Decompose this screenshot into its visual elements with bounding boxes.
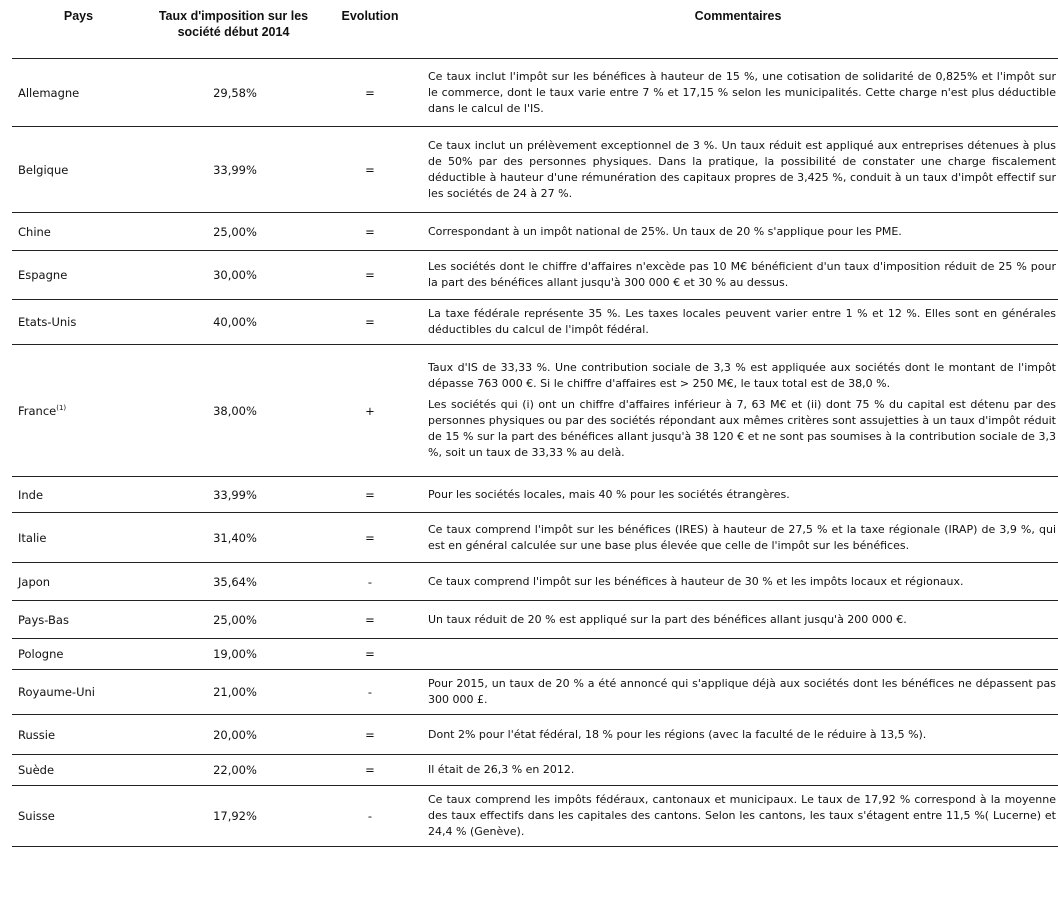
tax-rate-cell: 33,99%: [213, 162, 257, 177]
evolution-cell: =: [365, 268, 375, 282]
country-cell: [12, 251, 145, 300]
header-rate-label: Taux d'imposition sur les société début 2014: [158, 9, 309, 39]
country-cell: [12, 670, 145, 715]
comment-paragraph: Pour les sociétés locales, mais 40 % pour les sociétés étrangères.: [428, 487, 790, 501]
country-name: Chine: [18, 224, 51, 239]
comment-cell: [418, 639, 1058, 670]
country-cell: [12, 755, 145, 786]
evolution-cell: =: [365, 612, 375, 627]
tax-rate-cell: 25,00%: [213, 224, 257, 239]
comment-paragraph: Ce taux inclut un prélèvement exceptionnel de 3 %. Un taux réduit est appliqué aux entreprises détenues à plus de 50% par des personnes physiques. Dans la pratique, la possibilité de constater une charge fiscalement déductible à hauteur d'une rémunération des capitaux propres de 3,425 %, conduit à un taux d'impôt effectif sur les sociétés de 24 à 27 %.: [428, 138, 1056, 200]
evolution-cell: =: [365, 530, 375, 545]
table-row: [12, 639, 1058, 670]
country-cell: [12, 59, 145, 127]
tax-rate-cell: 19,00%: [213, 647, 257, 661]
table-row: [12, 563, 1058, 601]
country-cell: [12, 345, 145, 477]
comment-cell: [418, 670, 1058, 715]
country-name: France: [18, 403, 57, 418]
tax-rate-cell: 40,00%: [213, 315, 257, 329]
comment-cell: [418, 300, 1058, 345]
comment-paragraph: Il était de 26,3 % en 2012.: [428, 763, 575, 776]
tax-rate-cell: 17,92%: [213, 809, 257, 823]
country-cell: [12, 786, 145, 847]
country-name: Inde: [18, 487, 44, 502]
country-name: Allemagne: [18, 85, 80, 100]
comment-paragraph: Taux d'IS de 33,33 %. Une contribution sociale de 3,3 % est appliquée aux sociétés dont le montant de l'impôt dépasse 763 000 €. Si le chiffre d'affaires est > 250 M€, le taux total est de 38,0 %.: [428, 361, 1056, 390]
table-header-row: [12, 0, 1058, 59]
table-row: [12, 59, 1058, 127]
table-row: [12, 251, 1058, 300]
header-evolution: Evolution: [341, 9, 399, 23]
header-rate: [145, 0, 322, 59]
table-row: [12, 477, 1058, 513]
country-name: Japon: [18, 574, 51, 589]
comment-paragraph: Les sociétés dont le chiffre d'affaires n'excède pas 10 M€ bénéficient d'un taux d'imposition réduit de 25 % pour la part des bénéfices allant jusqu'à 300 000 € et 30 % au dessus.: [428, 260, 1056, 289]
country-cell: [12, 477, 145, 513]
tax-rate-cell: 22,00%: [213, 763, 257, 777]
evolution-cell: =: [365, 85, 375, 100]
comment-paragraph: Dont 2% pour l'état fédéral, 18 % pour les régions (avec la faculté de le réduire à 13,5 %).: [428, 727, 927, 741]
country-cell: [12, 300, 145, 345]
comment-paragraph: Ce taux comprend l'impôt sur les bénéfices à hauteur de 30 % et les impôts locaux et régionaux.: [428, 574, 964, 588]
tax-rate-cell: 35,64%: [213, 574, 257, 589]
country-cell: [12, 127, 145, 213]
country-name: Belgique: [18, 162, 69, 177]
evolution-cell: -: [367, 809, 373, 823]
evolution-cell: =: [365, 315, 375, 329]
evolution-cell: =: [365, 763, 375, 777]
tax-rate-cell: 20,00%: [213, 727, 257, 742]
tax-rate-table: [12, 0, 1058, 847]
comment-paragraph: La taxe fédérale représente 35 %. Les taxes locales peuvent varier entre 1 % et 12 %. Elles sont en générales déductibles du calcul de l'impôt fédéral.: [428, 307, 1056, 336]
evolution-cell: =: [365, 647, 375, 661]
header-country: Pays: [63, 9, 94, 23]
country-name: Espagne: [18, 268, 68, 282]
country-cell: [12, 513, 145, 563]
country-cell: [12, 601, 145, 639]
comment-paragraph: Ce taux comprend les impôts fédéraux, cantonaux et municipaux. Le taux de 17,92 % correspond à la moyenne des taux effectifs dans les capitales des cantons. Selon les cantons, les taux s'étagent entre 11,5 %( Lucerne) et 24,4 % (Genève).: [428, 793, 1056, 838]
evolution-cell: =: [365, 224, 375, 239]
table-row: [12, 513, 1058, 563]
footnote-marker: (1): [56, 403, 67, 412]
country-cell: [12, 563, 145, 601]
tax-rate-cell: 21,00%: [213, 685, 257, 699]
comment-cell: [418, 563, 1058, 601]
comment-cell: [418, 601, 1058, 639]
comment-cell: [418, 715, 1058, 755]
comment-cell: [418, 251, 1058, 300]
header-comments: Commentaires: [694, 9, 782, 23]
table-row: [12, 755, 1058, 786]
comment-cell: [418, 477, 1058, 513]
comment-cell: [418, 59, 1058, 127]
table-row: [12, 715, 1058, 755]
table-row: [12, 670, 1058, 715]
country-name: Royaume-Uni: [18, 685, 95, 699]
table-row: [12, 601, 1058, 639]
table-row: [12, 213, 1058, 251]
evolution-cell: -: [367, 685, 373, 699]
evolution-cell: =: [365, 162, 375, 177]
tax-rate-cell: 30,00%: [213, 268, 257, 282]
table-row: [12, 300, 1058, 345]
comment-paragraph: Un taux réduit de 20 % est appliqué sur la part des bénéfices allant jusqu'à 200 000 €.: [428, 612, 907, 626]
country-name: Pays-Bas: [18, 612, 69, 627]
comment-paragraph: Ce taux inclut l'impôt sur les bénéfices à hauteur de 15 %, une cotisation de solidarité de 0,825% et l'impôt sur le commerce, dont le taux varie entre 7 % et 17,15 % selon les municipalités. Cette charge n'est plus déductible dans le calcul de l'IS.: [428, 69, 1056, 115]
country-name: Pologne: [18, 647, 64, 661]
comment-cell: [418, 513, 1058, 563]
country-name: Italie: [18, 530, 47, 545]
tax-rate-cell: 33,99%: [213, 487, 257, 502]
table-body: [12, 59, 1058, 847]
comment-paragraph: Ce taux comprend l'impôt sur les bénéfices (IRES) à hauteur de 27,5 % et la taxe régionale (IRAP) de 3,9 %, qui est en général calculée sur une base plus élevée que celle de l'impôt sur les bénéfices.: [428, 522, 1056, 552]
country-name: Russie: [18, 727, 56, 742]
country-name: Etats-Unis: [18, 315, 77, 329]
comment-cell: [418, 213, 1058, 251]
comment-paragraph: Les sociétés qui (i) ont un chiffre d'affaires inférieur à 7, 63 M€ et (ii) dont 75 % du capital est détenu par des personnes physiques ou par des sociétés répondant aux mêmes critères sont assujetties à un taux d'impôt réduit de 15 % sur la part des bénéfices allant jusqu'à 38 120 € et ne sont pas soumises à la contribution sociale de 3,3 %, soit un taux de 33,33 % au delà.: [428, 398, 1056, 459]
comment-paragraph: Correspondant à un impôt national de 25%. Un taux de 20 % s'applique pour les PME.: [428, 224, 902, 238]
country-name: Suède: [18, 763, 55, 777]
evolution-cell: =: [365, 727, 375, 742]
comment-cell: [418, 127, 1058, 213]
evolution-cell: +: [365, 403, 375, 418]
country-cell: [12, 715, 145, 755]
comment-cell: [418, 345, 1058, 477]
tax-rate-cell: 38,00%: [213, 403, 257, 418]
table-row: [12, 127, 1058, 213]
table-row: [12, 345, 1058, 477]
tax-rate-cell: 29,58%: [213, 85, 257, 100]
tax-rate-cell: 31,40%: [213, 530, 257, 545]
country-cell: [12, 213, 145, 251]
table-row: [12, 786, 1058, 847]
evolution-cell: -: [367, 574, 373, 589]
country-name: Suisse: [18, 809, 55, 823]
evolution-cell: =: [365, 487, 375, 502]
comment-cell: [418, 786, 1058, 847]
tax-rate-cell: 25,00%: [213, 612, 257, 627]
country-cell: [12, 639, 145, 670]
comment-cell: [418, 755, 1058, 786]
comment-paragraph: Pour 2015, un taux de 20 % a été annoncé qui s'applique déjà aux sociétés dont les bénéfices ne dépassent pas 300 000 £.: [428, 677, 1056, 706]
